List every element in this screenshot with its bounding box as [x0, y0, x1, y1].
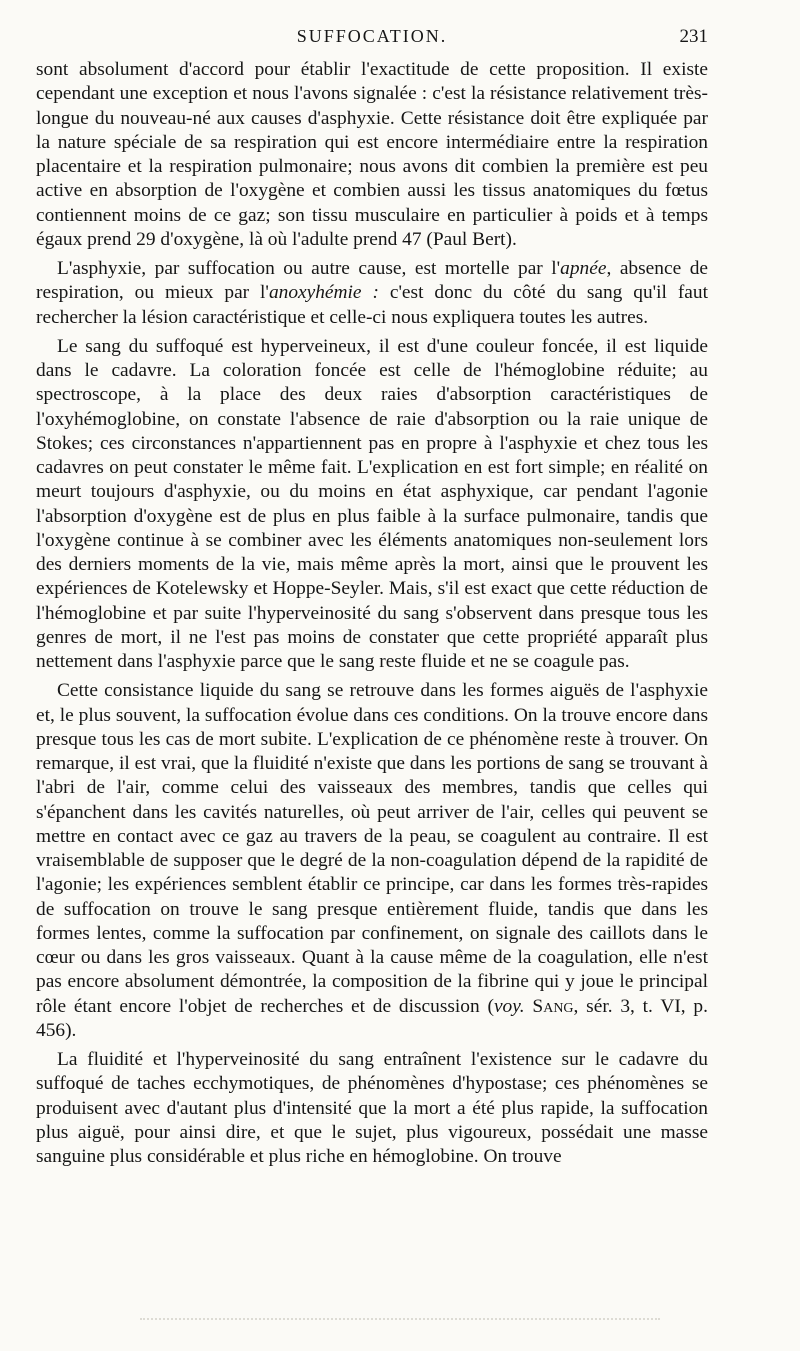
paragraph-apnea: [36, 257, 708, 330]
reference-sang: Sang: [532, 995, 574, 1017]
page-header: [36, 26, 708, 52]
apnea-text-middle: , absence de respiration, ou mieux par l': [36, 258, 708, 304]
apnea-term: apnée: [560, 258, 607, 279]
apnea-text-start: L'asphyxie, par suffocation ou autre cause, est mortelle par l': [57, 258, 561, 279]
body-text: [36, 58, 708, 1174]
scan-artifact: [140, 1318, 660, 1324]
paragraph-fluidity: [36, 679, 708, 1043]
paragraph-continuation: sont absolument d'accord pour établir l'exactitude de cette proposition. Il existe cependant une exception et nous l'avons signalée : c'est la résistance relativement très-longue du nouveau-né aux causes d'asphyxie. Cette résistance doit être expliquée par la nature spéciale de sa respiration qui est encore intermédiaire entre la respiration placentaire et la respiration pulmonaire; nous avons dit combien la première est peu active en absorption de l'oxygène et combien aussi les tissus anatomiques du fœtus contiennent moins de ce gaz; son tissu musculaire en particulier à poids et à temps égaux prend 29 d'oxygène, là où l'adulte prend 47 (Paul Bert).: [36, 59, 708, 250]
running-head: SUFFOCATION.: [296, 26, 448, 46]
page-number: 231: [679, 26, 708, 47]
paragraph-blood-color: Le sang du suffoqué est hyperveineux, il est d'une couleur foncée, il est liquide dans le cadavre. La coloration foncée est celle de l'hémoglobine réduite; au spectroscope, à la place des deux raies d'absorption caractéristiques de l'oxyhémoglobine, on constate l'absence de raie d'absorption ou la raie unique de Stokes; ces circonstances n'appartiennent pas en propre à l'asphyxie et chez tous les cadavres on peut constater le même fait. L'explication en est fort simple; en réalité on meurt toujours d'asphyxie, ou du moins en état asphyxique, car pendant l'agonie l'absorption d'oxygène est de plus en plus faible à la surface pulmonaire, tandis que l'oxygène continue à se combiner avec les éléments anatomiques non-seulement lors des derniers moments de la vie, mais même après la mort, ainsi que le prouvent les expériences de Kotelewsky et Hoppe-Seyler. Mais, s'il est exact que cette réduction de l'hémoglobine et par suite l'hyperveinosité du sang s'observent dans presque tous les genres de mort, il ne l'est pas moins de constater que cette propriété apparaît plus nettement dans l'asphyxie parce que le sang reste fluide et ne se coagule pas.: [36, 335, 708, 672]
anoxyhemia-term: anoxyhémie :: [268, 282, 379, 304]
paragraph-ecchymoses: La fluidité et l'hyperveinosité du sang entraînent l'existence sur le cadavre du suffoqué de taches ecchymotiques, de phénomènes d'hypostase; ces phénomènes se produisent avec d'autant plus d'intensité que la mort a été plus rapide, la suffocation plus aiguë, pour ainsi dire, et que le sujet, plus vigoureux, possédait une masse sanguine plus considérable et plus riche en hémoglobine. On trouve: [36, 1049, 708, 1167]
fluidity-text: Cette consistance liquide du sang se retrouve dans les formes aiguës de l'asphyxie et, le plus souvent, la suffocation évolue dans ces conditions. On la trouve encore dans presque tous les cas de mort subite. L'explication de ce phénomène reste à trouver. On remarque, il est vrai, que la fluidité n'existe que dans les portions de sang se trouvant à l'abri de l'air, comme celui des vaisseaux des membres, tandis que celles qui s'épanchent dans les cavités naturelles, où peut arriver de l'air, celles qui peuvent se mettre en contact avec ce gaz au travers de la peau, se coagulent au contraire. Il est vraisemblable de supposer que le degré de la non-coagulation dépend de la rapidité de l'agonie; les expériences semblent établir ce principe, car dans les formes très-rapides de suffocation on trouve le sang presque entièrement fluide, tandis que dans les formes lentes, comme la suffocation par confinement, on signale des caillots dans le cœur ou dans les gros vaisseaux. Quant à la cause même de la coagulation, elle n'est pas encore absolument démontrée, la composition de la fibrine qui y joue le principal rôle étant encore l'objet de recherches et de discussion (: [36, 680, 708, 1017]
apnea-text-end: c'est donc du côté du sang qu'il faut rechercher la lésion caractéristique et celle-ci nous expliquera toutes les autres.: [36, 282, 708, 328]
reference-voy: voy.: [493, 995, 525, 1017]
reference-tail: , sér. 3, t. VI, p. 456).: [36, 995, 708, 1041]
